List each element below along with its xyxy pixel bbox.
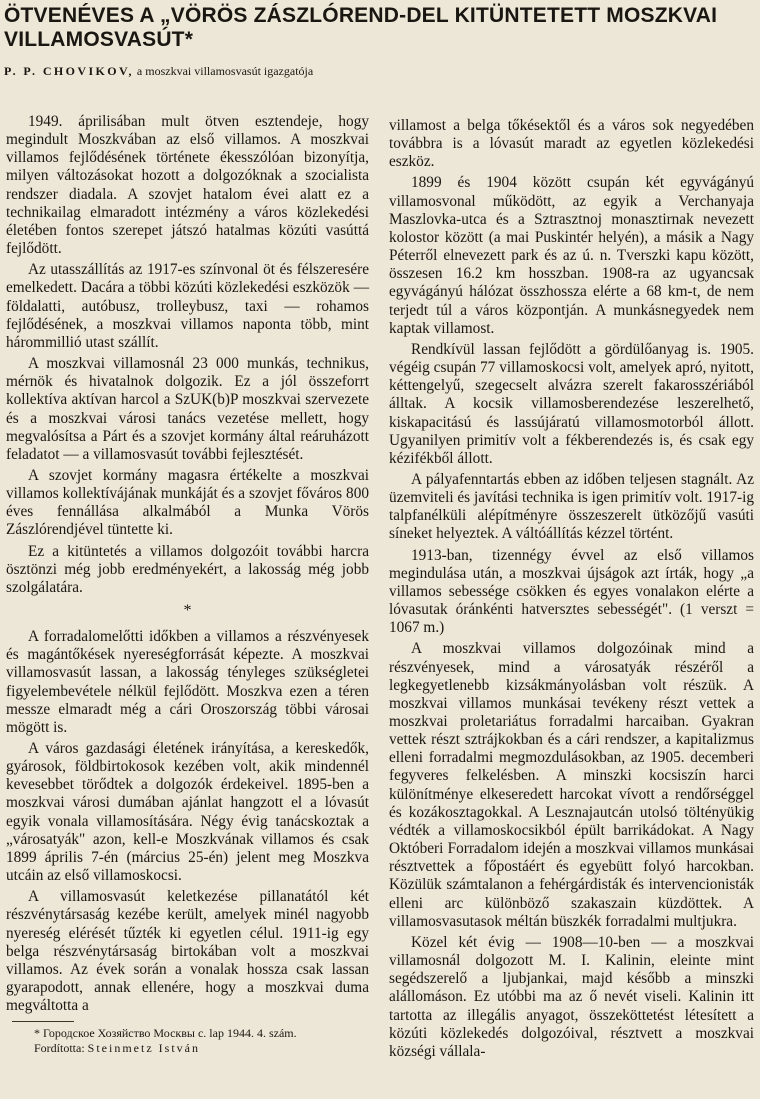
paragraph: A villamosvasút keletkezése pillanatától két részvénytársaság kezébe került, amelyek minél nagyobb nyereség elérését tűzték ki egyetlen célul. 1911-ig egy belga részvénytársaság birtokában volt a moszkvai villamos. Az évek során a vonalak hossza csak lassan gyarapodott, annak ellenére, hogy a moszkvai duma megváltotta a xyxy=(6,888,369,1015)
article-title: ÖTVENÉVES A „VÖRÖS ZÁSZLÓREND-DEL KITÜNTETETT MOSZKVAI VILLAMOSVASÚT* xyxy=(4,4,718,51)
footnote xyxy=(12,1026,369,1056)
footnote-source: * Городское Хозяйство Москвы c. lap 1944. 4. szám. xyxy=(34,1026,297,1041)
paragraph: Rendkívül lassan fejlődött a gördülőanyag is. 1905. végéig csupán 77 villamoskocsi volt, amelyek apró, nyitott, kéttengelyű, szegecselt alvázra szerelt fakarosszériából álltak. A kocsik villamosberendezése leszerelhető, kiskapacitású és lassújáratú villamosmotorból állott. Ugyanilyen primitív volt a fékberendezés is, és csak egy kézifékből állott. xyxy=(389,340,754,467)
paragraph: 1899 és 1904 között csupán két egyvágányú villamosvonal működött, az egyik a Verchanyaja Maszlovka-utca és a Sztrasztnoj monasztirnak nevezett kolostor között (a mai Puskintér helyén), a másik a Nagy Péterről elnevezett park és az ú. n. Tverszki kapu között, összesen 16.2 km hosszban. 1908-ra az ugyancsak egyvágányú hálózat összhossza elérte a 68 km-t, de nem terjedt túl a város központján. A munkásnegyedek nem kaptak villamost. xyxy=(389,174,754,337)
paragraph: Ez a kitüntetés a villamos dolgozóit további harcra ösztönzi még jobb eredményekért, a lakosság még jobb szolgálatára. xyxy=(6,542,369,596)
section-separator: * xyxy=(183,602,192,620)
paragraph: A szovjet kormány magasra értékelte a moszkvai villamos kollektívájának munkáját és a szovjet főváros 800 éves fennállása alkalmából a Munka Vörös Zászlórendjével tüntette ki. xyxy=(6,466,369,539)
paragraph: A város gazdasági életének irányítása, a kereskedők, gyárosok, földbirtokosok kezében volt, akik mindennél kevesebbet törődtek a dolgozók érdekeivel. 1895-ben a moszkvai városi dumában ajánlat hangzott el a lóvasút egyik vonala villamosítására. Négy évig tanácskoztak a „városatyák" azon, kell-e Moszkvának villamos és csak 1899 április 7-én (március 25-én) jelent meg Moszkva utcáin az első villamoskocsi. xyxy=(6,740,369,885)
left-column xyxy=(6,113,369,1056)
paragraph: A moszkvai villamosnál 23 000 munkás, technikus, mérnök és hivatalnok dolgozik. Ez a jól összeforrt kollektíva aktívan harcol a SzUK(b)P moszkvai szervezete és a moszkvai városi tanács vezetése mellett, hogy megvalósítsa a Párt és a szovjet kormány által reáruházott feladatot — a villamosvasút további fejlesztését. xyxy=(6,355,369,463)
paragraph: 1913-ban, tizennégy évvel az első villamos megindulása után, a moszkvai újságok azt írták, hogy „a villamos sebessége csökken és egyes vonalakon elérte a lóvasutak óránkénti hatversztes sebességét". (1 verszt = 1067 m.) xyxy=(389,546,754,637)
paragraph: A moszkvai villamos dolgozóinak mind a részvényesek, mind a városatyák részéről a legkegyetlenebb kizsákmányolásban volt részük. A moszkvai villamos munkásai tevékeny részt vettek a moszkvai proletariátus forradalmi harcaiban. Gyakran vettek részt sztrájkokban és a cári rendszer, a kapitalizmus elleni forradalmi megmozdulásokban, az 1905. decemberi fegyveres felkelésben. A minszki kocsiszín harci különítménye elkeseredett harcokat vívott a rendőrséggel és kozákosztagokkal. A Lesznajautcán utolsó töltényükig védték a villamoskocsikból épült barrikádokat. A Nagy Októberi Forradalom idején a moszkvai villamos munkásai résztvettek a főpostáért és egyebütt folyó harcokban. Közülük számtalanon a fehérgárdisták és intervencionisták elleni arc különböző szakaszain küzdöttek. A villamosvasutasok méltán büszkék forradalmi multjukra. xyxy=(389,640,754,930)
footnote-translator-label: Fordította: xyxy=(34,1041,85,1056)
paragraph: Az utasszállítás az 1917-es színvonal öt és félszeresére emelkedett. Dacára a többi közúti közlekedési eszközök — földalatti, autóbusz, trolleybusz, taxi — rohamos fejlődésének, a moszkvai villamos naponta több, mint hárommillió utast szállít. xyxy=(6,261,369,351)
paragraph: A pályafenntartás ebben az időben teljesen stagnált. Az üzemviteli és javítási technika is igen primitív volt. 1917-ig talpfanélküli alépítményre összeszerelt ütközőjű vasúti síneket helyeztek. A váltóállítás kézzel történt. xyxy=(389,470,754,543)
author-role: a moszkvai villamosvasút igazgatója xyxy=(136,64,314,78)
paragraph: 1949. áprilisában mult ötven esztendeje, hogy megindult Moszkvában az első villamos. A moszkvai villamos fejlődésének története ékesszólóan bizonyítja, milyen változásokat hozott a dolgozóknak a szocialista rendszer diadala. A szovjet hatalom évei alatt ez a technikailag elmaradott intézmény a város közlekedési életében fontos szerepet játszó hatalmas közúti vasúttá fejlődött. xyxy=(6,113,369,258)
author-name: P. P. CHOVIKOV, xyxy=(4,64,134,78)
footnote-translator: Steinmetz István xyxy=(87,1041,200,1056)
footnote-translator-line xyxy=(12,1041,369,1056)
paragraph: villamost a belga tőkésektől és a város sok negyedében továbbra is a lóvasút maradt az egyetlen közlekedési eszköz. xyxy=(389,117,754,171)
author-line xyxy=(4,64,756,79)
footnote-rule xyxy=(12,1021,74,1022)
right-column xyxy=(389,117,754,1064)
paragraph: A forradalomelőtti időkben a villamos a részvényesek és magántőkések nyereségforrását képezte. A moszkvai villamosvasút lassan, a lakosság tényleges szükségletei figyelembevétele nélkül fejlődött. Moszkva ezen a téren messze elmaradt még a cári Oroszország többi városai mögött is. xyxy=(6,628,369,736)
paragraph: Közel két évig — 1908—10-ben — a moszkvai villamosnál dolgozott M. I. Kalinin, eleinte mint segédszerelő a ljubjankai, majd később a minszki alállomáson. Ez utóbbi ma az ő nevét viseli. Kalinin itt tartotta az illegális anyagot, összeköttetést létesített a közúti közlekedés dolgozóival, résztvett a moszkvai községi vállala- xyxy=(389,933,754,1060)
